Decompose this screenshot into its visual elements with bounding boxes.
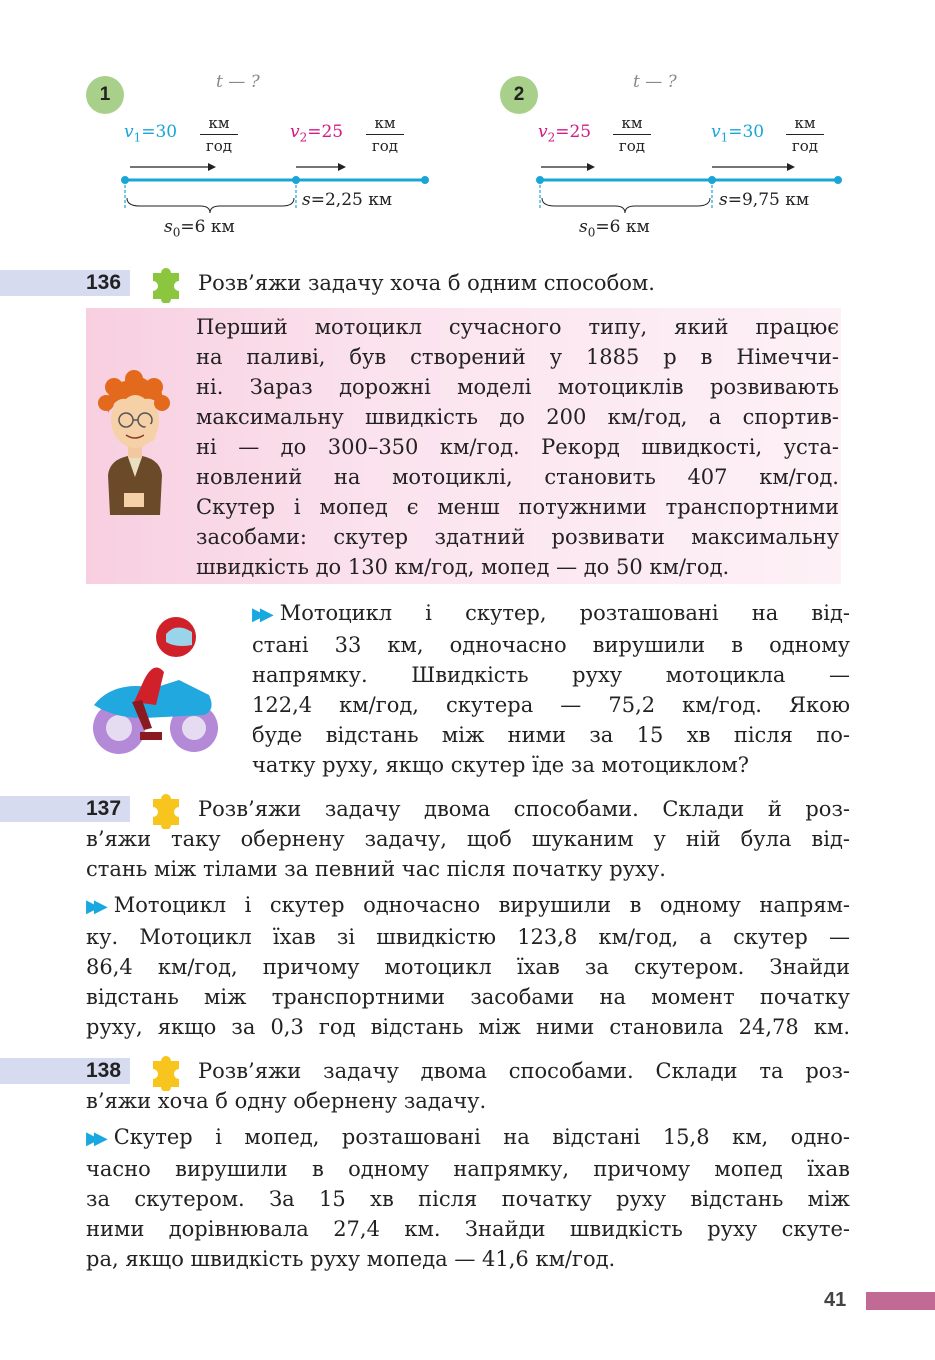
speed-label-left: $v_1=30$ [124,122,178,145]
task138-instruction: Розв’яжи задачу двома способами. Склади та роз- в’яжи хоча б одну обернену задачу. [86,1059,850,1113]
task-number: 137 [86,797,122,820]
task-number: 138 [86,1059,122,1082]
task-number: 136 [86,271,122,294]
distance-s-label: s=9,75 км [719,190,810,210]
boy-with-glasses-illustration [90,365,180,515]
double-arrow-icon: ▶▶ [86,896,102,917]
task138-problem-text: ▶▶ Скутер і мопед, розташовані на відстані 15,8 км, одно- часно вирушили в одному напрямку, причому мопед їхав за скутером. За 15 хв після початку руху відстань між ними дорівнювала 27,4 км. Знайди швидкість руху скуте- ра, якщо швидкість руху мопеда — 41,6 км/год. [86,1125,850,1271]
speed-label-right: $v_1=30$ [711,122,765,145]
s0-brace [127,198,294,213]
speed-unit-fraction: км год [613,113,651,156]
motorcyclist-illustration [84,610,224,760]
task137-instruction: Розв’яжи задачу двома способами. Склади й роз- в’яжи таку обернену задачу, щоб шуканим у ній була від- стань між тілами за певний час після початку руху. [86,797,850,881]
diagram-number-badge: 2 [500,76,538,114]
task137-problem-text: ▶▶ Мотоцикл і скутер одночасно вирушили в одному напрям- ку. Мотоцикл їхав зі швидкістю 123,8 км/год, а скутер — 86,4 км/год, причому мотоцикл їхав за скутером. Знайди відстань між транспортними засобами на момент початку руху, якщо за 0,3 год відстань між ними становила 24,78 км. [86,893,850,1039]
diagram-question: t — ? [633,72,677,92]
diagram-number-badge: 1 [86,76,124,114]
page-number: 41 [824,1289,847,1311]
double-arrow-icon: ▶▶ [252,604,268,625]
diagram-question: t — ? [216,72,260,92]
s0-brace [542,198,710,213]
speed-unit-fraction: км год [786,113,824,156]
speed-unit-fraction: км год [200,113,238,156]
page-tab-decoration [866,1292,935,1310]
speed-label-right: $v_2=25$ [290,122,344,145]
distance-s0-label: $s_0=6$ км [579,217,650,240]
motorcycle-facts-text: Перший мотоцикл сучасного типу, який працює на паливі, був створений у 1885 р в Німеччи- ні. Зараз дорожні моделі мотоциклів розвивають максимальну швидкість до 200 км/год, а спортив- ні — до 300–350 км/год. Рекорд швидкості, уста- новлений на мотоциклі, становить 407 км/год. Скутер і мопед є менш потужними транспортними засобами: скутер здатний розвивати максимальну швидкість до 130 км/год, мопед — до 50 км/год. [196,315,839,579]
task136-problem-text: ▶▶ Мотоцикл і скутер, розташовані на від- стані 33 км, одночасно вирушили в одному напрямку. Швидкість руху мотоцикла — 122,4 км/год, скутера — 75,2 км/год. Якою буде відстань між ними за 15 хв після по- чатку руху, якщо скутер їде за мотоциклом? [252,601,850,777]
task-instruction: Розв’яжи задачу хоча б одним способом. [198,271,655,295]
speed-unit-fraction: км год [366,113,404,156]
distance-s0-label: $s_0=6$ км [164,217,235,240]
double-arrow-icon: ▶▶ [86,1128,102,1149]
distance-s-label: s=2,25 км [302,190,393,210]
speed-label-left: $v_2=25$ [538,122,592,145]
puzzle-green-icon [145,263,187,303]
